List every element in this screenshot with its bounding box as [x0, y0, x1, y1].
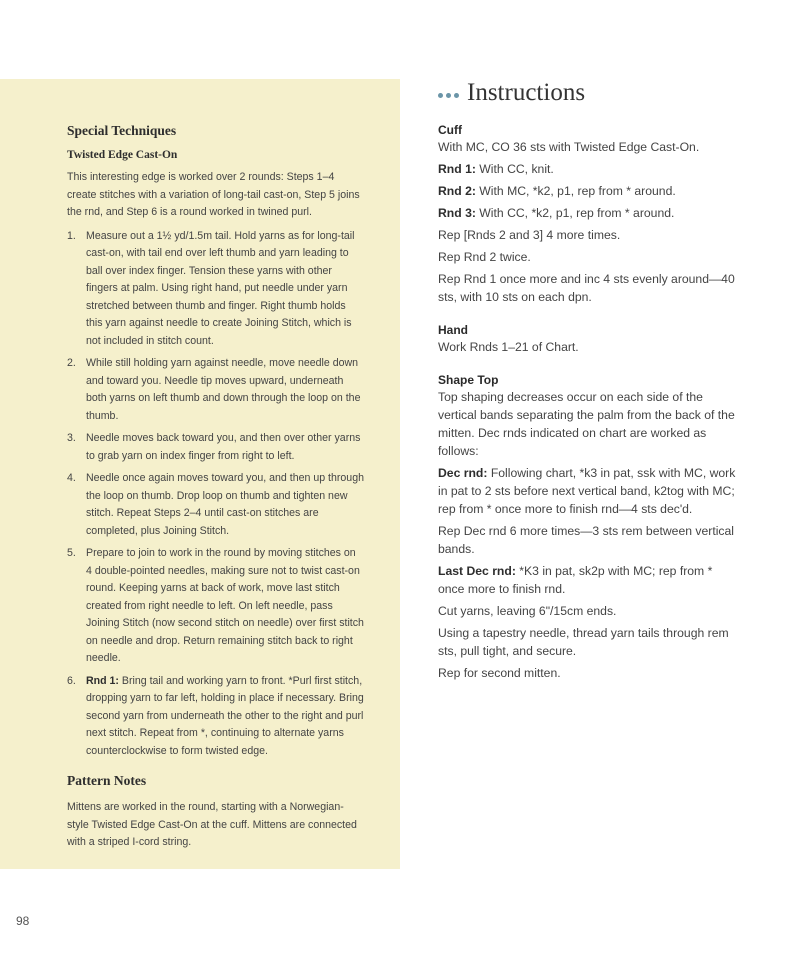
instruction-line [438, 602, 738, 620]
instruction-line [438, 204, 738, 222]
cast-on-step [67, 430, 364, 465]
instruction-lead: Last Dec rnd: [438, 564, 516, 578]
instruction-text: With CC, knit. [475, 162, 554, 176]
instruction-line [438, 138, 738, 156]
instruction-line [438, 388, 738, 460]
step-number: 2. [67, 357, 76, 369]
pattern-notes-text: Mittens are worked in the round, starting with a Norwegian-style Twisted Edge Cast-On at the cuff. Mittens are connected with a striped I-cord string. [67, 801, 357, 848]
instruction-text: With MC, *k2, p1, rep from * around. [475, 184, 676, 198]
instruction-line [438, 270, 738, 306]
hand-title: Hand [438, 323, 468, 337]
cast-on-step [67, 545, 364, 668]
cast-on-title: Twisted Edge Cast-On [67, 149, 178, 161]
instruction-lead: Dec rnd: [438, 466, 488, 480]
instruction-text: Top shaping decreases occur on each side of the vertical bands separating the palm from the back of the mitten. Dec rnds indicated on chart are worked as follows: [438, 390, 735, 458]
step-body-text: Needle once again moves toward you, and then up through the loop on thumb. Drop loop on thumb and tighten new stitch. Repeat Steps 2–4 until cast-on stitches are completed, plus Joining Stitch. [86, 472, 364, 537]
instruction-line [438, 522, 738, 558]
page-number: 98 [16, 914, 30, 928]
shape-top-section [438, 372, 738, 682]
shape-top-lines [438, 388, 738, 682]
instruction-line [438, 464, 738, 518]
step-body-text: Prepare to join to work in the round by moving stitches on 4 double-pointed needles, making sure not to twist cast-on round. Keeping yarns at back of work, move last stitch created from right needle to left. On left needle, pass Joining Stitch (now second stitch on needle) over first stitch on needle and drop. Return remaining stitch back to right needle. [86, 547, 364, 664]
instruction-line [438, 182, 738, 200]
instruction-line [438, 664, 738, 682]
cast-on-step [67, 228, 364, 351]
instruction-text: Rep for second mitten. [438, 666, 561, 680]
cast-on-intro: This interesting edge is worked over 2 rounds: Steps 1–4 create stitches with a variation of long-tail cast-on, Step 5 joins the rnd, and Step 6 is a round worked in twined purl. [67, 171, 360, 218]
dots-icon [438, 93, 459, 98]
instruction-line [438, 624, 738, 660]
cuff-lines [438, 138, 738, 306]
step-number: 1. [67, 229, 76, 242]
instructions-title: Instructions [467, 79, 586, 106]
instruction-line [438, 338, 738, 356]
step-body-text: Bring tail and working yarn to front. *Purl first stitch, dropping yarn to far left, holding in place if necessary. Bring second yarn from underneath the other to the right and purl next stitch. Repeat from *, continuing to alternate yarns counterclockwise to form twisted edge. [86, 674, 364, 757]
instruction-text: Rep Dec rnd 6 more times—3 sts rem between vertical bands. [438, 524, 734, 556]
instruction-text: *K3 in pat, sk2p with MC; rep from * once more to finish rnd. [438, 564, 713, 596]
instruction-lead: Rnd 1: [438, 162, 476, 176]
instruction-line [438, 248, 738, 266]
cuff-title: Cuff [438, 123, 462, 137]
step-number: 3. [67, 432, 76, 444]
special-techniques-title: Special Techniques [67, 123, 177, 138]
hand-lines [438, 338, 738, 356]
instruction-text: Rep Rnd 2 twice. [438, 250, 531, 264]
cuff-section [438, 122, 738, 306]
step-body-text: Measure out a 1½ yd/1.5m tail. Hold yarns as for long-tail cast-on, with tail end over left thumb and yarn leading to ball over index finger. Tension these yarns with other fingers at palm. Using right hand, put needle under yarn stretched between thumb and finger. Right thumb holds this yarn against needle to create Joining Stitch, which is not included in stitch count. [86, 229, 355, 347]
instruction-line [438, 160, 738, 178]
step-text [86, 430, 364, 465]
step-body-text: Needle moves back toward you, and then over other yarns to grab yarn on index finger from right to left. [86, 432, 361, 462]
shape-top-title: Shape Top [438, 373, 499, 387]
pattern-notes-title: Pattern Notes [67, 773, 147, 788]
instruction-text: Work Rnds 1–21 of Chart. [438, 340, 579, 354]
hand-section [438, 322, 738, 356]
instruction-lead: Rnd 3: [438, 206, 476, 220]
step-body-text: While still holding yarn against needle, move needle down and toward you. Needle tip moves upward, underneath both yarns on left thumb and down through the loop on the thumb. [86, 357, 361, 422]
step-text [86, 228, 364, 351]
instruction-text: With MC, CO 36 sts with Twisted Edge Cast-On. [438, 140, 700, 154]
instruction-lead: Rnd 2: [438, 184, 476, 198]
step-number: 6. [67, 674, 76, 687]
instruction-text: Rep [Rnds 2 and 3] 4 more times. [438, 228, 621, 242]
instructions-column [438, 79, 738, 686]
step-number: 5. [67, 547, 76, 559]
instruction-text: Following chart, *k3 in pat, ssk with MC, work in pat to 2 sts before next vertical band, k2tog with MC; rep from * once more to finish rnd—4 sts dec'd. [438, 466, 736, 516]
instruction-text: Using a tapestry needle, thread yarn tails through rem sts, pull tight, and secure. [438, 626, 729, 658]
step-text [86, 355, 364, 425]
cast-on-step [67, 355, 364, 425]
step-text [86, 545, 364, 668]
step-lead: Rnd 1: [86, 674, 119, 687]
instruction-text: Rep Rnd 1 once more and inc 4 sts evenly around—40 sts, with 10 sts on each dpn. [438, 272, 735, 304]
instructions-heading [438, 79, 738, 107]
cast-on-steps [67, 228, 364, 761]
step-number: 4. [67, 472, 76, 484]
instruction-line [438, 562, 738, 598]
special-techniques-sidebar [0, 79, 400, 869]
instruction-text: With CC, *k2, p1, rep from * around. [475, 206, 675, 220]
cast-on-step [67, 470, 364, 540]
step-text [86, 470, 364, 540]
cast-on-step [67, 673, 364, 761]
instruction-text: Cut yarns, leaving 6"/15cm ends. [438, 604, 617, 618]
instruction-line [438, 226, 738, 244]
step-text [86, 673, 364, 761]
